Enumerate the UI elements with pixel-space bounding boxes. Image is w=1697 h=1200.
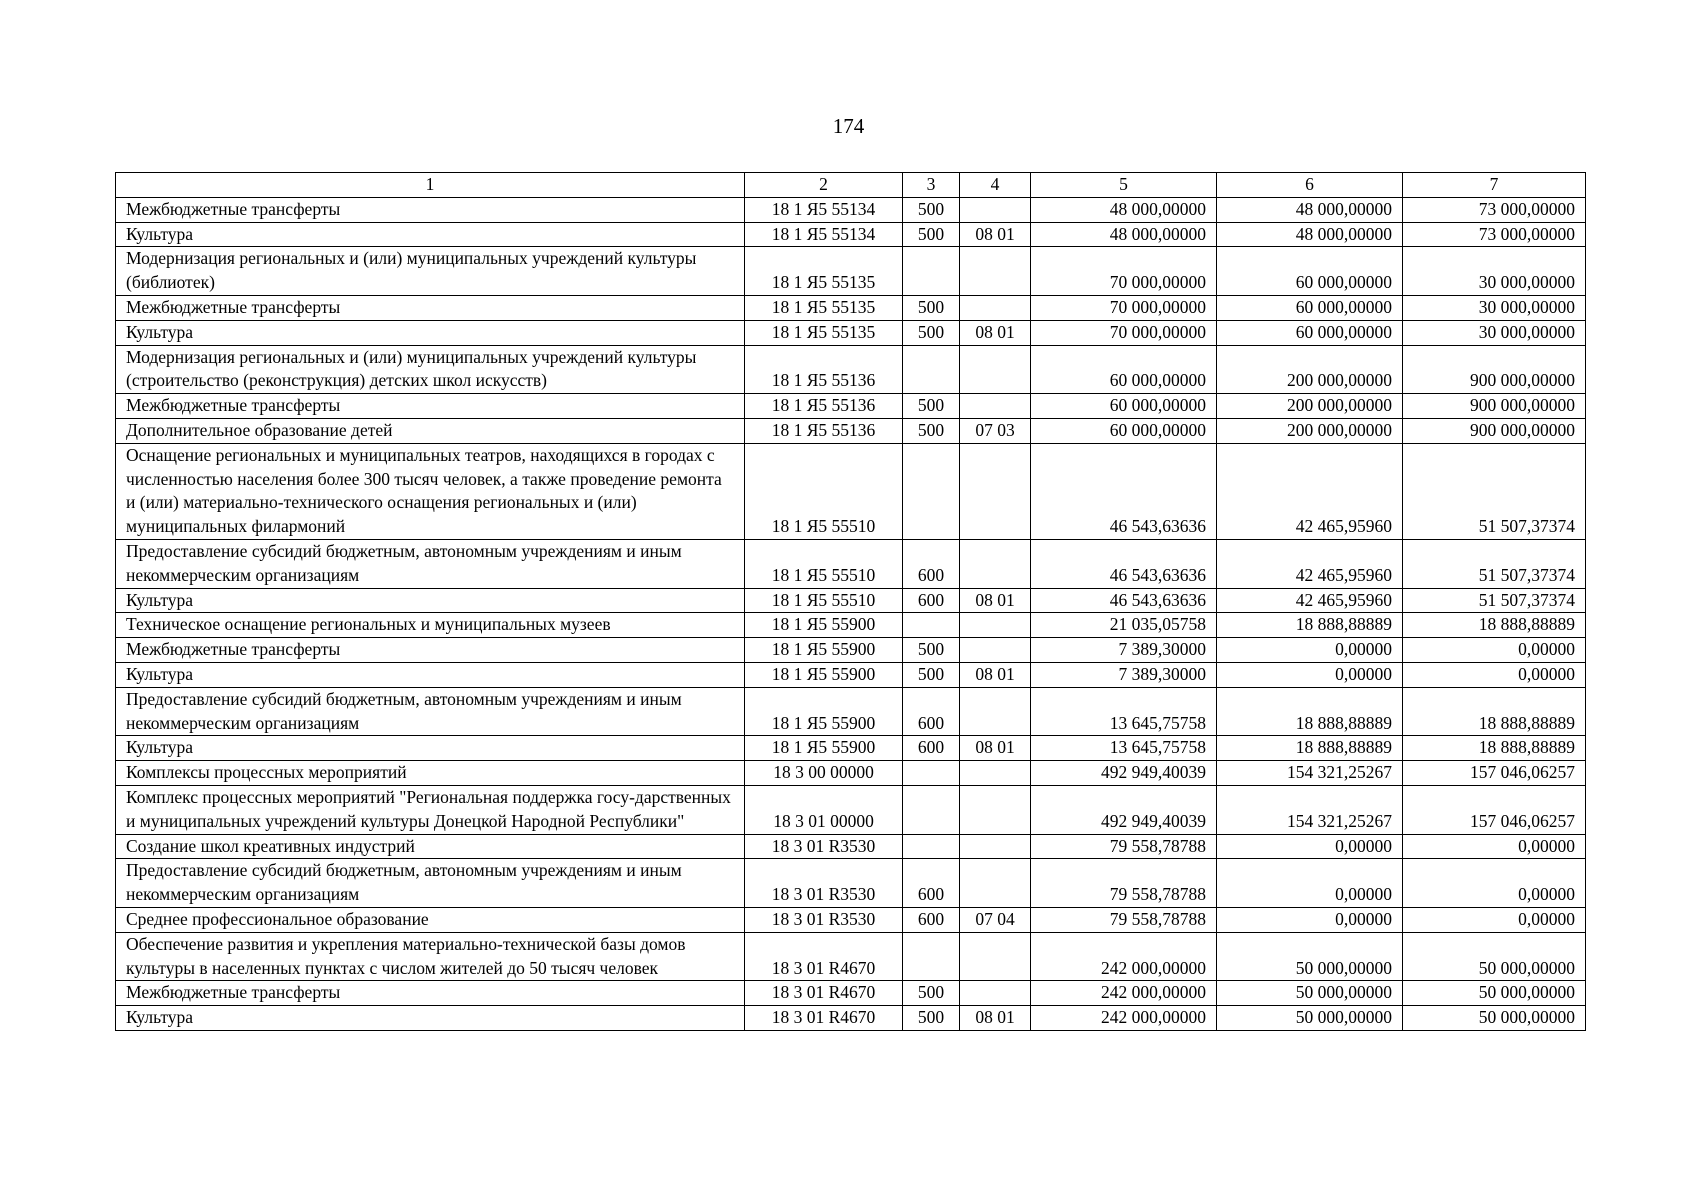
row-section-cell — [960, 785, 1031, 834]
row-amount-col6-cell: 0,00000 — [1217, 859, 1403, 908]
row-amount-col5-cell: 70 000,00000 — [1031, 247, 1217, 296]
row-section-cell — [960, 761, 1031, 786]
row-code-cell: 18 1 Я5 55136 — [745, 345, 903, 394]
row-amount-col6-cell: 18 888,88889 — [1217, 613, 1403, 638]
row-name-cell: Межбюджетные трансферты — [116, 394, 745, 419]
row-amount-col5-cell: 60 000,00000 — [1031, 345, 1217, 394]
row-name-cell: Культура — [116, 1006, 745, 1031]
row-name-cell: Комплекс процессных мероприятий "Региональная поддержка госу-дарственных и муниципальных учреждений культуры Донецкой Народной Республики" — [116, 785, 745, 834]
table-row — [116, 687, 1586, 736]
row-amount-col6-cell: 200 000,00000 — [1217, 345, 1403, 394]
row-amount-col5-cell: 492 949,40039 — [1031, 761, 1217, 786]
row-name-cell: Дополнительное образование детей — [116, 418, 745, 443]
row-amount-col6-cell: 42 465,95960 — [1217, 539, 1403, 588]
row-name-cell: Культура — [116, 736, 745, 761]
row-amount-col5-cell: 242 000,00000 — [1031, 1006, 1217, 1031]
table-row — [116, 907, 1586, 932]
row-section-cell — [960, 834, 1031, 859]
row-amount-col6-cell: 42 465,95960 — [1217, 443, 1403, 539]
row-code-cell: 18 3 01 00000 — [745, 785, 903, 834]
row-section-cell — [960, 197, 1031, 222]
row-section-cell — [960, 613, 1031, 638]
row-name-cell: Культура — [116, 320, 745, 345]
header-cell-7: 7 — [1403, 173, 1586, 198]
table-row — [116, 859, 1586, 908]
row-amount-col6-cell: 50 000,00000 — [1217, 981, 1403, 1006]
row-section-cell: 08 01 — [960, 320, 1031, 345]
row-amount-col7-cell: 18 888,88889 — [1403, 613, 1586, 638]
row-section-cell: 07 04 — [960, 907, 1031, 932]
row-name-cell: Обеспечение развития и укрепления материально-технической базы домов культуры в населенных пунктах с числом жителей до 50 тысяч человек — [116, 932, 745, 981]
row-code-cell: 18 3 01 R3530 — [745, 834, 903, 859]
row-amount-col5-cell: 46 543,63636 — [1031, 539, 1217, 588]
row-amount-col7-cell: 50 000,00000 — [1403, 981, 1586, 1006]
row-vr-cell — [903, 247, 960, 296]
row-vr-cell — [903, 613, 960, 638]
row-amount-col5-cell: 79 558,78788 — [1031, 907, 1217, 932]
row-amount-col6-cell: 18 888,88889 — [1217, 687, 1403, 736]
table-row — [116, 295, 1586, 320]
row-vr-cell: 600 — [903, 736, 960, 761]
row-amount-col6-cell: 0,00000 — [1217, 834, 1403, 859]
row-amount-col7-cell: 51 507,37374 — [1403, 443, 1586, 539]
row-vr-cell — [903, 932, 960, 981]
row-section-cell: 08 01 — [960, 1006, 1031, 1031]
row-amount-col6-cell: 0,00000 — [1217, 907, 1403, 932]
row-name-cell: Культура — [116, 588, 745, 613]
table-row — [116, 345, 1586, 394]
row-amount-col7-cell: 900 000,00000 — [1403, 345, 1586, 394]
row-amount-col7-cell: 0,00000 — [1403, 662, 1586, 687]
row-vr-cell — [903, 834, 960, 859]
row-amount-col6-cell: 48 000,00000 — [1217, 197, 1403, 222]
row-name-cell: Предоставление субсидий бюджетным, автономным учреждениям и иным некоммерческим организациям — [116, 859, 745, 908]
table-row — [116, 761, 1586, 786]
row-code-cell: 18 1 Я5 55900 — [745, 736, 903, 761]
row-amount-col6-cell: 200 000,00000 — [1217, 418, 1403, 443]
row-amount-col6-cell: 60 000,00000 — [1217, 295, 1403, 320]
table-row — [116, 932, 1586, 981]
row-vr-cell: 500 — [903, 197, 960, 222]
row-amount-col7-cell: 157 046,06257 — [1403, 761, 1586, 786]
row-section-cell: 08 01 — [960, 222, 1031, 247]
table-row — [116, 222, 1586, 247]
row-vr-cell: 500 — [903, 394, 960, 419]
row-code-cell: 18 1 Я5 55135 — [745, 247, 903, 296]
row-amount-col6-cell: 50 000,00000 — [1217, 932, 1403, 981]
table-row — [116, 443, 1586, 539]
row-code-cell: 18 1 Я5 55900 — [745, 613, 903, 638]
row-section-cell — [960, 345, 1031, 394]
table-row — [116, 320, 1586, 345]
table-row — [116, 613, 1586, 638]
row-amount-col5-cell: 48 000,00000 — [1031, 197, 1217, 222]
row-section-cell — [960, 932, 1031, 981]
row-amount-col5-cell: 492 949,40039 — [1031, 785, 1217, 834]
row-amount-col6-cell: 0,00000 — [1217, 638, 1403, 663]
table-row — [116, 247, 1586, 296]
row-amount-col6-cell: 48 000,00000 — [1217, 222, 1403, 247]
row-vr-cell: 500 — [903, 320, 960, 345]
row-name-cell: Культура — [116, 662, 745, 687]
row-vr-cell: 600 — [903, 539, 960, 588]
row-code-cell: 18 1 Я5 55900 — [745, 662, 903, 687]
row-amount-col6-cell: 42 465,95960 — [1217, 588, 1403, 613]
budget-table — [115, 172, 1586, 1031]
row-section-cell — [960, 981, 1031, 1006]
row-vr-cell: 500 — [903, 222, 960, 247]
row-name-cell: Создание школ креативных индустрий — [116, 834, 745, 859]
row-section-cell — [960, 247, 1031, 296]
header-cell-4: 4 — [960, 173, 1031, 198]
row-vr-cell: 600 — [903, 687, 960, 736]
row-amount-col5-cell: 70 000,00000 — [1031, 320, 1217, 345]
row-amount-col5-cell: 7 389,30000 — [1031, 638, 1217, 663]
row-code-cell: 18 3 01 R4670 — [745, 1006, 903, 1031]
row-name-cell: Модернизация региональных и (или) муниципальных учреждений культуры (библиотек) — [116, 247, 745, 296]
header-cell-1: 1 — [116, 173, 745, 198]
row-code-cell: 18 1 Я5 55135 — [745, 295, 903, 320]
row-name-cell: Среднее профессиональное образование — [116, 907, 745, 932]
row-amount-col5-cell: 7 389,30000 — [1031, 662, 1217, 687]
row-name-cell: Комплексы процессных мероприятий — [116, 761, 745, 786]
table-row — [116, 588, 1586, 613]
row-amount-col7-cell: 157 046,06257 — [1403, 785, 1586, 834]
row-amount-col5-cell: 79 558,78788 — [1031, 859, 1217, 908]
row-vr-cell: 600 — [903, 859, 960, 908]
row-name-cell: Оснащение региональных и муниципальных театров, находящихся в городах с численностью населения более 300 тысяч человек, а также проведение ремонта и (или) материально-технического оснащения региональных и (или) муниципальных филармоний — [116, 443, 745, 539]
table-row — [116, 394, 1586, 419]
row-section-cell: 08 01 — [960, 588, 1031, 613]
row-code-cell: 18 1 Я5 55510 — [745, 443, 903, 539]
row-section-cell — [960, 443, 1031, 539]
row-name-cell: Межбюджетные трансферты — [116, 295, 745, 320]
row-amount-col7-cell: 73 000,00000 — [1403, 197, 1586, 222]
row-amount-col7-cell: 30 000,00000 — [1403, 247, 1586, 296]
row-amount-col7-cell: 30 000,00000 — [1403, 295, 1586, 320]
row-name-cell: Межбюджетные трансферты — [116, 638, 745, 663]
row-code-cell: 18 1 Я5 55510 — [745, 588, 903, 613]
row-amount-col7-cell: 51 507,37374 — [1403, 539, 1586, 588]
table-row — [116, 197, 1586, 222]
row-amount-col7-cell: 73 000,00000 — [1403, 222, 1586, 247]
row-code-cell: 18 3 01 R4670 — [745, 932, 903, 981]
row-code-cell: 18 1 Я5 55900 — [745, 687, 903, 736]
table-row — [116, 981, 1586, 1006]
row-amount-col5-cell: 242 000,00000 — [1031, 932, 1217, 981]
row-name-cell: Техническое оснащение региональных и муниципальных музеев — [116, 613, 745, 638]
row-vr-cell: 600 — [903, 588, 960, 613]
row-amount-col7-cell: 18 888,88889 — [1403, 687, 1586, 736]
row-vr-cell: 500 — [903, 418, 960, 443]
table-row — [116, 539, 1586, 588]
row-amount-col7-cell: 0,00000 — [1403, 859, 1586, 908]
table-row — [116, 736, 1586, 761]
header-cell-3: 3 — [903, 173, 960, 198]
row-amount-col7-cell: 30 000,00000 — [1403, 320, 1586, 345]
row-amount-col5-cell: 60 000,00000 — [1031, 418, 1217, 443]
header-cell-5: 5 — [1031, 173, 1217, 198]
row-vr-cell: 600 — [903, 907, 960, 932]
row-amount-col6-cell: 0,00000 — [1217, 662, 1403, 687]
row-section-cell — [960, 859, 1031, 908]
row-vr-cell: 500 — [903, 981, 960, 1006]
row-amount-col5-cell: 21 035,05758 — [1031, 613, 1217, 638]
row-amount-col5-cell: 242 000,00000 — [1031, 981, 1217, 1006]
row-amount-col7-cell: 51 507,37374 — [1403, 588, 1586, 613]
table-row — [116, 834, 1586, 859]
table-row — [116, 1006, 1586, 1031]
row-vr-cell: 500 — [903, 1006, 960, 1031]
row-section-cell: 07 03 — [960, 418, 1031, 443]
row-amount-col6-cell: 154 321,25267 — [1217, 785, 1403, 834]
row-amount-col7-cell: 50 000,00000 — [1403, 932, 1586, 981]
row-code-cell: 18 1 Я5 55134 — [745, 222, 903, 247]
row-section-cell — [960, 394, 1031, 419]
row-code-cell: 18 1 Я5 55136 — [745, 418, 903, 443]
row-amount-col5-cell: 70 000,00000 — [1031, 295, 1217, 320]
row-code-cell: 18 1 Я5 55900 — [745, 638, 903, 663]
row-amount-col5-cell: 13 645,75758 — [1031, 736, 1217, 761]
row-vr-cell: 500 — [903, 638, 960, 663]
row-code-cell: 18 3 01 R3530 — [745, 907, 903, 932]
row-name-cell: Модернизация региональных и (или) муниципальных учреждений культуры (строительство (реконструкция) детских школ искусств) — [116, 345, 745, 394]
row-code-cell: 18 3 00 00000 — [745, 761, 903, 786]
row-section-cell — [960, 687, 1031, 736]
row-code-cell: 18 3 01 R4670 — [745, 981, 903, 1006]
row-amount-col6-cell: 154 321,25267 — [1217, 761, 1403, 786]
row-amount-col5-cell: 79 558,78788 — [1031, 834, 1217, 859]
row-amount-col7-cell: 900 000,00000 — [1403, 394, 1586, 419]
row-section-cell — [960, 638, 1031, 663]
row-section-cell — [960, 295, 1031, 320]
row-name-cell: Предоставление субсидий бюджетным, автономным учреждениям и иным некоммерческим организациям — [116, 539, 745, 588]
row-section-cell: 08 01 — [960, 736, 1031, 761]
row-amount-col5-cell: 46 543,63636 — [1031, 443, 1217, 539]
row-section-cell — [960, 539, 1031, 588]
row-vr-cell: 500 — [903, 662, 960, 687]
row-amount-col5-cell: 13 645,75758 — [1031, 687, 1217, 736]
table-row — [116, 638, 1586, 663]
row-vr-cell — [903, 785, 960, 834]
row-code-cell: 18 1 Я5 55134 — [745, 197, 903, 222]
row-section-cell: 08 01 — [960, 662, 1031, 687]
row-vr-cell — [903, 443, 960, 539]
row-amount-col7-cell: 0,00000 — [1403, 834, 1586, 859]
header-cell-2: 2 — [745, 173, 903, 198]
row-amount-col7-cell: 0,00000 — [1403, 638, 1586, 663]
row-code-cell: 18 3 01 R3530 — [745, 859, 903, 908]
row-name-cell: Культура — [116, 222, 745, 247]
table-row — [116, 662, 1586, 687]
page-number: 174 — [832, 114, 865, 138]
table-row — [116, 785, 1586, 834]
row-amount-col6-cell: 200 000,00000 — [1217, 394, 1403, 419]
row-vr-cell — [903, 345, 960, 394]
row-code-cell: 18 1 Я5 55136 — [745, 394, 903, 419]
row-name-cell: Межбюджетные трансферты — [116, 981, 745, 1006]
row-name-cell: Предоставление субсидий бюджетным, автономным учреждениям и иным некоммерческим организациям — [116, 687, 745, 736]
row-amount-col6-cell: 60 000,00000 — [1217, 247, 1403, 296]
row-amount-col7-cell: 18 888,88889 — [1403, 736, 1586, 761]
row-code-cell: 18 1 Я5 55510 — [745, 539, 903, 588]
row-amount-col6-cell: 60 000,00000 — [1217, 320, 1403, 345]
table-row — [116, 418, 1586, 443]
row-amount-col5-cell: 60 000,00000 — [1031, 394, 1217, 419]
row-amount-col5-cell: 46 543,63636 — [1031, 588, 1217, 613]
row-name-cell: Межбюджетные трансферты — [116, 197, 745, 222]
table-body — [116, 173, 1586, 1031]
table-header-row — [116, 173, 1586, 198]
row-amount-col5-cell: 48 000,00000 — [1031, 222, 1217, 247]
row-amount-col7-cell: 900 000,00000 — [1403, 418, 1586, 443]
row-vr-cell — [903, 761, 960, 786]
row-amount-col6-cell: 50 000,00000 — [1217, 1006, 1403, 1031]
header-cell-6: 6 — [1217, 173, 1403, 198]
row-amount-col6-cell: 18 888,88889 — [1217, 736, 1403, 761]
row-code-cell: 18 1 Я5 55135 — [745, 320, 903, 345]
row-amount-col7-cell: 0,00000 — [1403, 907, 1586, 932]
row-amount-col7-cell: 50 000,00000 — [1403, 1006, 1586, 1031]
row-vr-cell: 500 — [903, 295, 960, 320]
